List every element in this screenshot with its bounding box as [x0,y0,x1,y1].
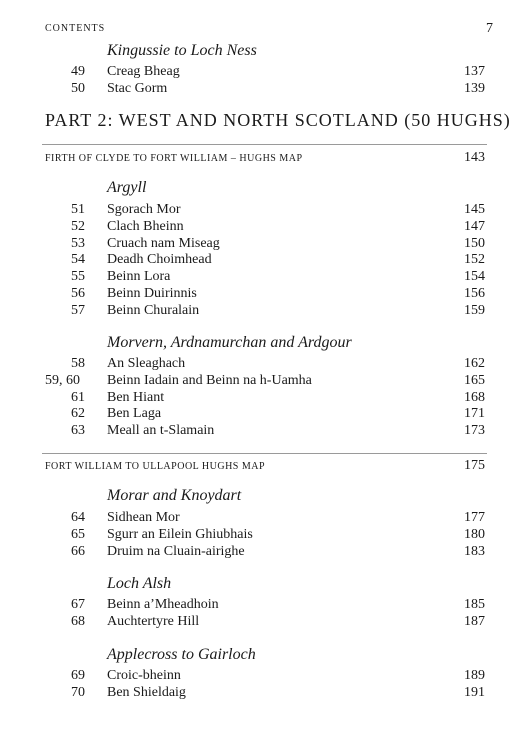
entry-name[interactable]: An Sleaghach [107,356,186,371]
entry-name[interactable]: Ben Shieldaig [107,685,186,700]
entry-name[interactable]: Deadh Choimhead [107,252,212,267]
entry-name[interactable]: Ben Laga [107,406,162,421]
entry-number: 70 [71,685,85,700]
entry-page: 173 [464,423,485,438]
entry-page: 191 [464,685,485,700]
section-heading: Loch Alsh [107,575,172,592]
entry-name[interactable]: Auchtertyre Hill [107,614,200,629]
entry-number: 50 [71,81,85,96]
entry-name[interactable]: Sgurr an Eilein Ghiubhais [107,527,253,542]
divider-rule [42,453,487,454]
entry-number: 62 [71,406,85,421]
entry-name[interactable]: Sgorach Mor [107,202,181,217]
entry-name[interactable]: Creag Bheag [107,64,180,79]
entry-number: 64 [71,510,85,525]
entry-page: 187 [464,614,485,629]
page-number: 7 [486,21,493,36]
entry-number: 52 [71,219,85,234]
entry-number: 58 [71,356,85,371]
entry-number: 59, 60 [45,373,80,388]
section-heading: Morvern, Ardnamurchan and Ardgour [107,334,352,351]
entry-number: 53 [71,236,85,251]
entry-name[interactable]: Sidhean Mor [107,510,180,525]
entry-number: 57 [71,303,85,318]
entry-number: 56 [71,286,85,301]
entry-page: 162 [464,356,485,371]
entry-name[interactable]: Meall an t-Slamain [107,423,215,438]
entry-number: 63 [71,423,85,438]
entry-number: 67 [71,597,85,612]
entry-page: 156 [464,286,485,301]
entry-name[interactable]: Ben Hiant [107,390,165,405]
entry-name[interactable]: Beinn Churalain [107,303,200,318]
entry-number: 51 [71,202,85,217]
entry-page: 189 [464,668,485,683]
section-heading: Argyll [107,179,147,196]
entry-page: 171 [464,406,485,421]
entry-page: 177 [464,510,485,525]
entry-number: 54 [71,252,85,267]
map-page: 143 [464,150,485,165]
entry-page: 165 [464,373,485,388]
map-page: 175 [464,458,485,473]
entry-name[interactable]: Beinn a’Mheadhoin [107,597,219,612]
entry-page: 150 [464,236,485,251]
section-heading: Applecross to Gairloch [107,646,256,663]
map-title[interactable]: FORT WILLIAM TO ULLAPOOL HUGHS MAP [45,461,266,472]
map-title[interactable]: FIRTH OF CLYDE TO FORT WILLIAM – HUGHS MAP [45,153,303,164]
entry-name[interactable]: Beinn Iadain and Beinn na h-Uamha [107,373,312,388]
entry-name[interactable]: Stac Gorm [107,81,168,96]
section-heading: Kingussie to Loch Ness [107,42,257,59]
entry-number: 55 [71,269,85,284]
entry-page: 183 [464,544,485,559]
entry-number: 61 [71,390,85,405]
section-heading: Morar and Knoydart [107,487,242,504]
entry-page: 152 [464,252,485,267]
entry-number: 66 [71,544,85,559]
entry-page: 147 [464,219,485,234]
entry-page: 154 [464,269,485,284]
entry-name[interactable]: Clach Bheinn [107,219,184,234]
entry-page: 180 [464,527,485,542]
entry-name[interactable]: Beinn Duirinnis [107,286,197,301]
entry-name[interactable]: Druim na Cluain-airighe [107,544,245,559]
entry-number: 68 [71,614,85,629]
entry-number: 65 [71,527,85,542]
part-heading: PART 2: WEST AND NORTH SCOTLAND (50 HUGHS) [45,110,511,130]
entry-name[interactable]: Cruach nam Miseag [107,236,220,251]
entry-page: 137 [464,64,485,79]
entry-page: 159 [464,303,485,318]
entry-page: 145 [464,202,485,217]
entry-name[interactable]: Croic-bheinn [107,668,181,683]
entry-page: 139 [464,81,485,96]
entry-number: 69 [71,668,85,683]
entry-name[interactable]: Beinn Lora [107,269,171,284]
entry-number: 49 [71,64,85,79]
entry-page: 168 [464,390,485,405]
running-header-title: CONTENTS [45,23,106,34]
entry-page: 185 [464,597,485,612]
divider-rule [42,144,487,145]
